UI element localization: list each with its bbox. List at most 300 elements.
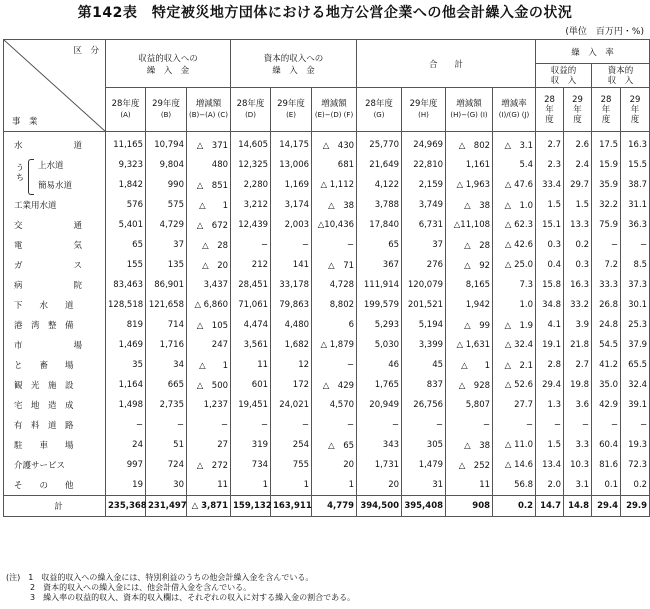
- table-row: [4, 335, 650, 355]
- header-group-c: 合 計: [357, 40, 536, 88]
- cell-value: 29.4: [592, 496, 621, 517]
- cell-value: 3.6: [564, 395, 592, 415]
- cell-value: 14,605: [231, 132, 271, 156]
- cell-value: 32.2: [592, 195, 621, 215]
- row-name: ガ ス: [4, 255, 106, 275]
- cell-value: 128,518: [106, 295, 146, 315]
- row-name: 工業用水道: [4, 195, 106, 215]
- cell-value: 231,497: [146, 496, 187, 517]
- cell-value: 8,165: [446, 275, 493, 295]
- cell-value: −: [271, 415, 312, 435]
- cell-value: △ 672: [187, 215, 231, 235]
- cell-value: 2.8: [536, 355, 564, 375]
- cell-value: 681: [312, 155, 357, 175]
- cell-value: 3,788: [357, 195, 402, 215]
- row-name: 簡易水道: [4, 175, 106, 195]
- row-name: 駐 車 場: [4, 435, 106, 455]
- cell-value: △ 1,631: [446, 335, 493, 355]
- table-row: [4, 395, 650, 415]
- cell-value: 4.1: [536, 315, 564, 335]
- column-header-mark: (I)/(G) (J): [498, 110, 530, 119]
- cell-value: 1,942: [446, 295, 493, 315]
- cell-value: −: [536, 415, 564, 435]
- cell-value: 36.3: [621, 215, 650, 235]
- cell-value: 30.1: [621, 295, 650, 315]
- row-name: 宅 地 造 成: [4, 395, 106, 415]
- unit-label: (単位 百万円・%): [565, 27, 644, 37]
- cell-value: 17,840: [357, 215, 402, 235]
- cell-value: 38.7: [621, 175, 650, 195]
- table-row: [4, 295, 650, 315]
- cell-value: 0.4: [536, 255, 564, 275]
- column-header-label: 29年度: [572, 94, 583, 125]
- column-header-mark: (E): [286, 110, 296, 119]
- cell-value: 0.3: [564, 255, 592, 275]
- table-row: [4, 315, 650, 335]
- cell-value: 13.3: [564, 215, 592, 235]
- header-kubun: 区 分: [73, 46, 99, 56]
- column-header: [536, 88, 564, 132]
- cell-value: 34: [146, 355, 187, 375]
- cell-value: −: [446, 415, 493, 435]
- cell-value: 6,731: [402, 215, 446, 235]
- cell-value: −: [493, 415, 536, 435]
- row-name: 交 通: [4, 215, 106, 235]
- cell-value: 0.2: [621, 475, 650, 496]
- column-header-mark: (B)−(A) (C): [189, 110, 228, 119]
- cell-value: 60.4: [592, 435, 621, 455]
- cell-value: △ 47.6: [493, 175, 536, 195]
- column-header-label: 増減額: [456, 98, 482, 109]
- cell-value: 15.1: [536, 215, 564, 235]
- cell-value: 29.9: [621, 496, 650, 517]
- cell-value: 0.1: [592, 475, 621, 496]
- cell-value: 1.5: [564, 195, 592, 215]
- cell-value: 27.7: [493, 395, 536, 415]
- header-jigyo: 事 業: [12, 117, 38, 127]
- cell-value: △ 1: [187, 195, 231, 215]
- cell-value: △ 1: [187, 355, 231, 375]
- cell-value: 7.3: [493, 275, 536, 295]
- cell-value: 24,969: [402, 132, 446, 156]
- cell-value: △ 1.0: [493, 195, 536, 215]
- cell-value: 14,175: [271, 132, 312, 156]
- row-name: 港 湾 整 備: [4, 315, 106, 335]
- cell-value: △ 42.6: [493, 235, 536, 255]
- cell-value: 120,079: [402, 275, 446, 295]
- cell-value: 990: [146, 175, 187, 195]
- cell-value: −: [312, 355, 357, 375]
- cell-value: 247: [187, 335, 231, 355]
- row-name: 電 気: [4, 235, 106, 255]
- cell-value: 1,469: [106, 335, 146, 355]
- cell-value: 24,021: [271, 395, 312, 415]
- cell-value: 2.3: [536, 155, 564, 175]
- cell-value: 2,280: [231, 175, 271, 195]
- cell-value: △ 928: [446, 375, 493, 395]
- cell-value: 734: [231, 455, 271, 475]
- column-header-mark: (B): [160, 110, 172, 119]
- cell-value: 1,765: [357, 375, 402, 395]
- cell-value: 33,178: [271, 275, 312, 295]
- column-header: [493, 88, 536, 132]
- cell-value: 27: [187, 435, 231, 455]
- cell-value: △ 851: [187, 175, 231, 195]
- cell-value: 54.5: [592, 335, 621, 355]
- cell-value: △ 14.6: [493, 455, 536, 475]
- cell-value: 1.0: [493, 295, 536, 315]
- cell-value: 65.5: [621, 355, 650, 375]
- cell-value: 480: [187, 155, 231, 175]
- cell-value: 81.6: [592, 455, 621, 475]
- cell-value: 37: [402, 235, 446, 255]
- column-header: [621, 88, 650, 132]
- cell-value: 1,682: [271, 335, 312, 355]
- row-name: そ の 他: [4, 475, 106, 496]
- column-header-label: 28年度: [111, 98, 140, 109]
- column-header-mark: (G): [373, 110, 385, 119]
- cell-value: 42.9: [592, 395, 621, 415]
- table-row: [4, 215, 650, 235]
- cell-value: 121,658: [146, 295, 187, 315]
- cell-value: 5,401: [106, 215, 146, 235]
- cell-value: 305: [402, 435, 446, 455]
- cell-value: 1,498: [106, 395, 146, 415]
- table-row: [4, 415, 650, 435]
- cell-value: △ 1: [446, 355, 493, 375]
- cell-value: 24.8: [592, 315, 621, 335]
- cell-value: △ 28: [187, 235, 231, 255]
- table-row: [4, 132, 650, 156]
- cell-value: 51: [146, 435, 187, 455]
- cell-value: 1.5: [536, 195, 564, 215]
- column-header-label: 29年度: [409, 98, 438, 109]
- cell-value: △ 500: [187, 375, 231, 395]
- cell-value: 2.6: [564, 132, 592, 156]
- column-header: [312, 88, 357, 132]
- cell-value: △ 92: [446, 255, 493, 275]
- cell-value: 141: [271, 255, 312, 275]
- cell-value: −: [357, 415, 402, 435]
- cell-value: 33.3: [592, 275, 621, 295]
- cell-value: 172: [271, 375, 312, 395]
- column-header: [446, 88, 493, 132]
- column-header-label: 増減額: [321, 98, 347, 109]
- cell-value: 12,439: [231, 215, 271, 235]
- cell-value: 2.7: [564, 355, 592, 375]
- cell-value: 75.9: [592, 215, 621, 235]
- cell-value: 4,570: [312, 395, 357, 415]
- cell-value: −: [564, 415, 592, 435]
- table-row: [4, 255, 650, 275]
- column-header: [146, 88, 187, 132]
- cell-value: 31.1: [621, 195, 650, 215]
- cell-value: 16.3: [564, 275, 592, 295]
- cell-value: △ 38: [446, 195, 493, 215]
- column-header-label: 28年度: [236, 98, 265, 109]
- cell-value: 28,451: [231, 275, 271, 295]
- cell-value: 908: [446, 496, 493, 517]
- cell-value: −: [231, 235, 271, 255]
- bracket-mark: [28, 159, 34, 195]
- cell-value: 1,731: [357, 455, 402, 475]
- column-header-label: 29年度: [277, 98, 305, 109]
- row-name: 水 道: [4, 132, 106, 156]
- column-header: [106, 88, 146, 132]
- cell-value: 0.2: [564, 235, 592, 255]
- column-header-label: 28年度: [365, 98, 393, 109]
- cell-value: 601: [231, 375, 271, 395]
- cell-value: 3,399: [402, 335, 446, 355]
- cell-value: 4,474: [231, 315, 271, 335]
- column-header-label: 29年度: [629, 94, 641, 125]
- column-header: [564, 88, 592, 132]
- cell-value: 3,212: [231, 195, 271, 215]
- cell-value: 19: [106, 475, 146, 496]
- cell-value: 1.3: [536, 395, 564, 415]
- cell-value: 163,911: [271, 496, 312, 517]
- column-header: [592, 88, 621, 132]
- table-row: [4, 475, 650, 496]
- data-table: [3, 39, 650, 517]
- cell-value: 13.4: [536, 455, 564, 475]
- cell-value: 20,949: [357, 395, 402, 415]
- cell-value: △ 3,871: [187, 496, 231, 517]
- cell-value: △ 6,860: [187, 295, 231, 315]
- row-name: 有 料 道 路: [4, 415, 106, 435]
- cell-value: 19,451: [231, 395, 271, 415]
- cell-value: 83,463: [106, 275, 146, 295]
- cell-value: △ 252: [446, 455, 493, 475]
- uchi-label: う ち: [16, 163, 24, 182]
- row-name: と 畜 場: [4, 355, 106, 375]
- cell-value: △ 28: [446, 235, 493, 255]
- cell-value: 1: [312, 475, 357, 496]
- cell-value: 367: [357, 255, 402, 275]
- cell-value: △ 429: [312, 375, 357, 395]
- cell-value: 8,802: [312, 295, 357, 315]
- cell-value: 4,729: [146, 215, 187, 235]
- cell-value: △ 62.3: [493, 215, 536, 235]
- table-row: [4, 175, 650, 195]
- cell-value: 319: [231, 435, 271, 455]
- cell-value: 56.8: [493, 475, 536, 496]
- table-row: [4, 435, 650, 455]
- cell-value: −: [271, 235, 312, 255]
- column-header: [231, 88, 271, 132]
- cell-value: △ 32.4: [493, 335, 536, 355]
- column-header-mark: (H)−(G) (I): [450, 110, 488, 119]
- cell-value: 4,480: [271, 315, 312, 335]
- cell-value: 9,323: [106, 155, 146, 175]
- cell-value: △ 272: [187, 455, 231, 475]
- cell-value: −: [312, 235, 357, 255]
- cell-value: 32.4: [621, 375, 650, 395]
- cell-value: 12,325: [231, 155, 271, 175]
- row-name: 下 水 道: [4, 295, 106, 315]
- cell-value: 1,161: [446, 155, 493, 175]
- cell-value: 20: [357, 475, 402, 496]
- cell-value: 212: [231, 255, 271, 275]
- cell-value: 41.2: [592, 355, 621, 375]
- cell-value: 2.7: [536, 132, 564, 156]
- cell-value: 65: [357, 235, 402, 255]
- cell-value: 3,437: [187, 275, 231, 295]
- cell-value: 997: [106, 455, 146, 475]
- cell-value: 1,479: [402, 455, 446, 475]
- row-name: 介護サービス: [4, 455, 106, 475]
- note-line: (注) 1 収益的収入への繰入金には、特別利益のうちの他会計繰入金を含んでいる。: [6, 573, 314, 582]
- column-header-label: 29年度: [152, 98, 180, 109]
- cell-value: △ 1,879: [312, 335, 357, 355]
- table-row: [4, 235, 650, 255]
- page-title: 第142表 特定被災地方団体における地方公営企業への他会計繰入金の状況: [77, 5, 573, 21]
- table-row: [4, 155, 650, 175]
- table-row: [4, 195, 650, 215]
- column-header-mark: (H): [418, 110, 429, 119]
- cell-value: 21.8: [564, 335, 592, 355]
- cell-value: 3,561: [231, 335, 271, 355]
- cell-value: 22,810: [402, 155, 446, 175]
- cell-value: 3.1: [564, 475, 592, 496]
- cell-value: △ 1,963: [446, 175, 493, 195]
- cell-value: 755: [271, 455, 312, 475]
- cell-value: △ 65: [312, 435, 357, 455]
- cell-value: 576: [106, 195, 146, 215]
- cell-value: 25.3: [621, 315, 650, 335]
- cell-value: −: [621, 235, 650, 255]
- column-header: [357, 88, 402, 132]
- cell-value: −: [621, 415, 650, 435]
- cell-value: 4,122: [357, 175, 402, 195]
- cell-value: 79,863: [271, 295, 312, 315]
- row-name: 上水道 う ち: [4, 155, 106, 175]
- cell-value: 29.7: [564, 175, 592, 195]
- cell-value: 20: [312, 455, 357, 475]
- cell-value: 5.4: [493, 155, 536, 175]
- cell-value: 2.4: [564, 155, 592, 175]
- note-line: 3 繰入率の収益的収入、資本的収入欄は、それぞれの収入に対する繰入金の割合である。: [6, 593, 356, 602]
- cell-value: △ 802: [446, 132, 493, 156]
- cell-value: 35.0: [592, 375, 621, 395]
- cell-value: −: [592, 415, 621, 435]
- cell-value: 86,901: [146, 275, 187, 295]
- cell-value: 135: [146, 255, 187, 275]
- cell-value: 65: [106, 235, 146, 255]
- row-name: 市 場: [4, 335, 106, 355]
- header-group-a: 収益的収入への 繰 入 金: [106, 40, 231, 88]
- column-header-mark: (A): [120, 110, 131, 119]
- column-header-label: 増減額: [195, 98, 222, 109]
- cell-value: 11: [446, 475, 493, 496]
- cell-value: 159,132: [231, 496, 271, 517]
- cell-value: 33.4: [536, 175, 564, 195]
- cell-value: 71,061: [231, 295, 271, 315]
- cell-value: 3,749: [402, 195, 446, 215]
- cell-value: 37.9: [621, 335, 650, 355]
- header-sub-d1: 収益的 収 入: [536, 64, 592, 88]
- cell-value: 10.3: [564, 455, 592, 475]
- cell-value: △10,436: [312, 215, 357, 235]
- cell-value: 11: [231, 355, 271, 375]
- cell-value: 5,293: [357, 315, 402, 335]
- cell-value: 155: [106, 255, 146, 275]
- cell-value: −: [106, 415, 146, 435]
- cell-value: 19.1: [536, 335, 564, 355]
- column-header: [187, 88, 231, 132]
- cell-value: −: [187, 415, 231, 435]
- cell-value: 13,006: [271, 155, 312, 175]
- column-header: [271, 88, 312, 132]
- cell-value: 0.3: [536, 235, 564, 255]
- cell-value: 2.0: [536, 475, 564, 496]
- cell-value: 37: [146, 235, 187, 255]
- cell-value: 11: [187, 475, 231, 496]
- cell-value: −: [146, 415, 187, 435]
- cell-value: 1.5: [536, 435, 564, 455]
- cell-value: 37.3: [621, 275, 650, 295]
- cell-value: −: [402, 415, 446, 435]
- cell-value: △ 52.6: [493, 375, 536, 395]
- cell-value: 8.5: [621, 255, 650, 275]
- cell-value: 394,500: [357, 496, 402, 517]
- cell-value: △ 38: [446, 435, 493, 455]
- cell-value: 39.1: [621, 395, 650, 415]
- cell-value: △ 71: [312, 255, 357, 275]
- cell-value: 1,842: [106, 175, 146, 195]
- cell-value: △ 2.1: [493, 355, 536, 375]
- cell-value: 24: [106, 435, 146, 455]
- cell-value: 5,030: [357, 335, 402, 355]
- table-row: [4, 275, 650, 295]
- row-name: 計: [4, 496, 106, 517]
- cell-value: 17.5: [592, 132, 621, 156]
- cell-value: 11,165: [106, 132, 146, 156]
- cell-value: 4,779: [312, 496, 357, 517]
- cell-value: 21,649: [357, 155, 402, 175]
- column-header: [402, 88, 446, 132]
- cell-value: 1,164: [106, 375, 146, 395]
- header-sub-d2: 資本的 収 入: [592, 64, 650, 88]
- cell-value: 2,735: [146, 395, 187, 415]
- cell-value: 12: [271, 355, 312, 375]
- cell-value: 1,169: [271, 175, 312, 195]
- cell-value: 1,237: [187, 395, 231, 415]
- cell-value: 724: [146, 455, 187, 475]
- cell-value: 15.9: [592, 155, 621, 175]
- cell-value: 14.7: [536, 496, 564, 517]
- column-header-label: 28年度: [600, 94, 612, 125]
- column-header-mark: (D): [245, 110, 256, 119]
- cell-value: 14.8: [564, 496, 592, 517]
- cell-value: △ 1,112: [312, 175, 357, 195]
- row-name: 観 光 施 設: [4, 375, 106, 395]
- cell-value: 7.2: [592, 255, 621, 275]
- column-header-label: 28年度: [544, 94, 555, 125]
- header-group-d: 繰 入 率: [536, 40, 650, 64]
- cell-value: 575: [146, 195, 187, 215]
- cell-value: 31: [402, 475, 446, 496]
- cell-value: 34.8: [536, 295, 564, 315]
- cell-value: △ 99: [446, 315, 493, 335]
- column-header-mark: (E)−(D) (F): [314, 110, 354, 119]
- table-row: [4, 496, 650, 517]
- cell-value: △ 20: [187, 255, 231, 275]
- cell-value: 1: [271, 475, 312, 496]
- cell-value: △11,108: [446, 215, 493, 235]
- cell-value: 19.8: [564, 375, 592, 395]
- cell-value: 3,174: [271, 195, 312, 215]
